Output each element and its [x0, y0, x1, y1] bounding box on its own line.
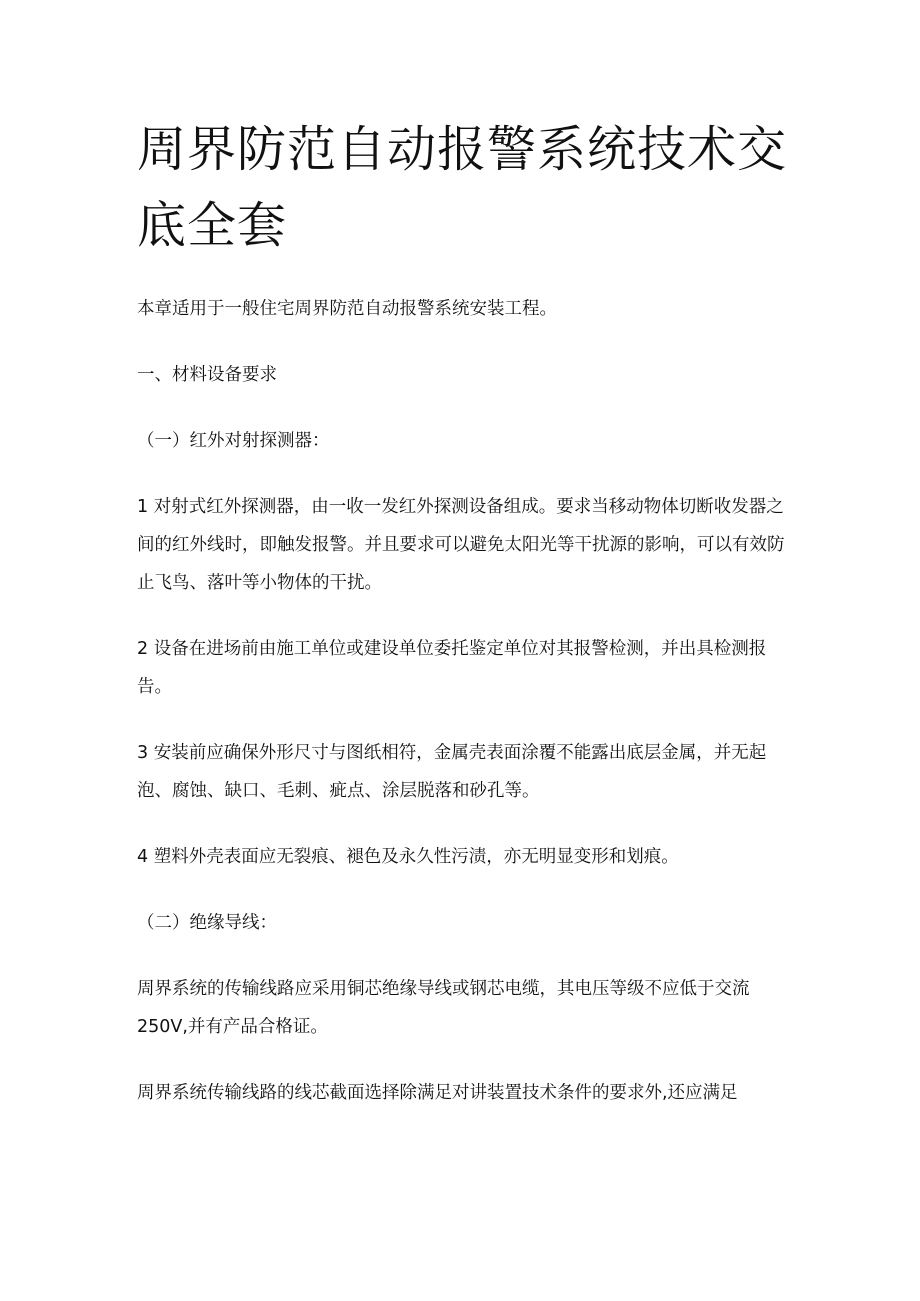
subsection-heading-infrared-detector: （一）红外对射探测器： [137, 431, 330, 451]
section-heading-materials: 一、材料设备要求 [137, 365, 277, 385]
paragraph-item-1: 1 对射式红外探测器，由一收一发红外探测设备组成。要求当移动物体切断收发器之间的红外线时，即触发报警。并且要求可以避免太阳光等干扰源的影响，可以有效防止飞鸟、落叶等小物体的干扰。 [137, 497, 785, 593]
paragraph-wire-spec: 周界系统的传输线路应采用铜芯绝缘导线或钢芯电缆，其电压等级不应低于交流250V,并有产品合格证。 [137, 979, 750, 1037]
paragraph-scope: 本章适用于一般住宅周界防范自动报警系统安装工程。 [137, 299, 557, 319]
paragraph-item-4: 4 塑料外壳表面应无裂痕、褪色及永久性污渍，亦无明显变形和划痕。 [137, 847, 679, 867]
document-title: 周界防范自动报警系统技术交底全套 [137, 121, 788, 254]
document-page [137, 0, 787, 1112]
paragraph-item-2: 2 设备在进场前由施工单位或建设单位委托鉴定单位对其报警检测，并出具检测报告。 [137, 639, 767, 697]
paragraph-item-3: 3 安装前应确保外形尺寸与图纸相符，金属壳表面涂覆不能露出底层金属，并无起泡、腐蚀、缺口、毛刺、疵点、涂层脱落和砂孔等。 [137, 743, 767, 801]
subsection-heading-insulated-wire: （二）绝缘导线： [137, 913, 277, 933]
paragraph-wire-section: 周界系统传输线路的线芯截面选择除满足对讲装置技术条件的要求外,还应满足 [137, 1083, 738, 1103]
